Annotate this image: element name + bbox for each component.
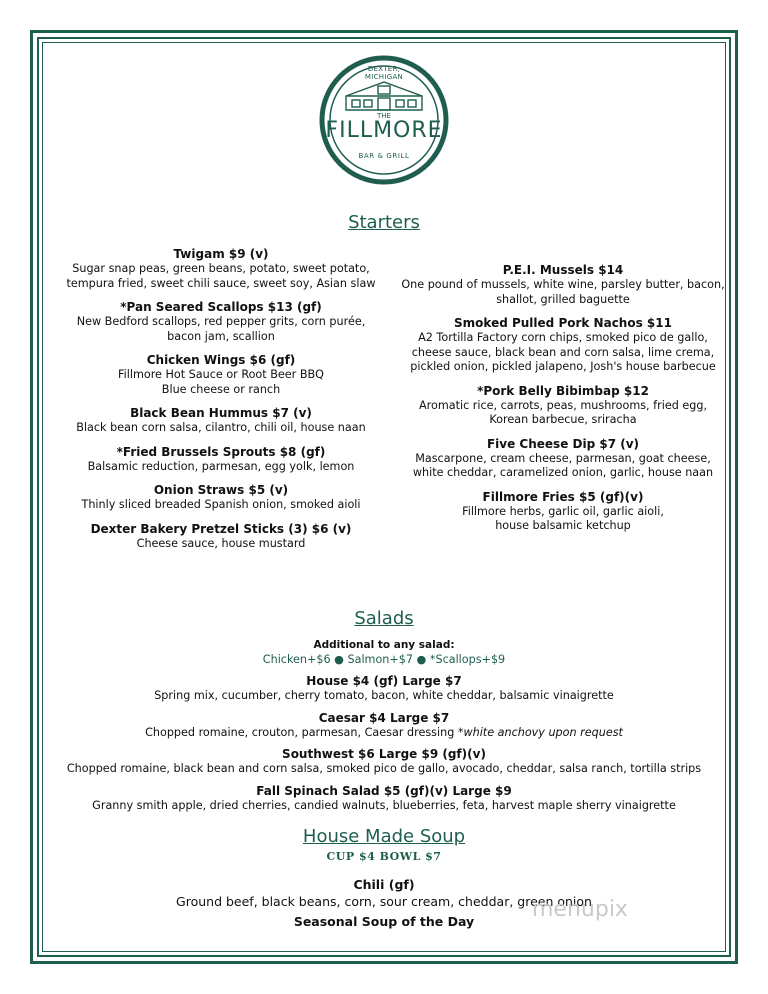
starters-left-column xyxy=(46,246,396,559)
item-title: P.E.I. Mussels $14 xyxy=(502,263,624,277)
item-title: Southwest $6 Large $9 (gf)(v) xyxy=(282,747,486,761)
item-title: Dexter Bakery Pretzel Sticks (3) $6 (v) xyxy=(90,521,352,536)
salads-heading: Salads xyxy=(354,608,414,629)
item-desc: Cheese sauce, house mustard xyxy=(136,536,306,550)
list-item xyxy=(46,746,722,777)
list-item xyxy=(46,521,396,552)
item-title: Smoked Pulled Pork Nachos $11 xyxy=(454,316,672,330)
logo-name: FILLMORE xyxy=(325,118,443,143)
list-item xyxy=(390,436,736,481)
item-title: Five Cheese Dip $7 (v) xyxy=(486,436,640,451)
item-desc: Fillmore herbs, garlic oil, garlic aioli, house balsamic ketchup xyxy=(462,504,664,532)
item-title: Chili (gf) xyxy=(353,877,415,892)
item-desc: Chopped romaine, black bean and corn salsa, smoked pico de gallo, avocado, cheddar, salsa ranch, tortilla strips xyxy=(66,762,702,775)
item-title: Caesar $4 Large $7 xyxy=(318,710,450,725)
starters-right-column xyxy=(390,262,736,542)
item-title: Twigam $9 (v) xyxy=(173,247,269,261)
item-desc: Balsamic reduction, parmesan, egg yolk, lemon xyxy=(87,459,355,473)
item-desc: Granny smith apple, dried cherries, candied walnuts, blueberries, feta, harvest maple sherry vinaigrette xyxy=(92,798,676,812)
fillmore-logo xyxy=(318,54,450,186)
list-item xyxy=(46,352,396,397)
item-desc: Spring mix, cucumber, cherry tomato, bacon, white cheddar, balsamic vinaigrette xyxy=(154,689,614,702)
item-desc-wrap xyxy=(46,726,722,741)
list-item xyxy=(46,299,396,344)
item-desc: Aromatic rice, carrots, peas, mushrooms, fried egg, Korean barbecue, sriracha xyxy=(419,398,707,426)
item-desc: Fillmore Hot Sauce or Root Beer BBQ Blue cheese or ranch xyxy=(118,368,324,396)
item-desc: One pound of mussels, white wine, parsley butter, bacon, shallot, grilled baguette xyxy=(401,278,725,306)
starters-heading: Starters xyxy=(348,212,420,233)
list-item xyxy=(46,444,396,475)
watermark: menupix xyxy=(532,897,628,922)
item-title: *Pork Belly Bibimbap $12 xyxy=(477,383,649,398)
salad-addons-options: Chicken+$6 ● Salmon+$7 ● *Scallops+$9 xyxy=(262,652,506,666)
item-desc: Sugar snap peas, green beans, potato, sweet potato, tempura fried, sweet chili sauce, sweet soy, Asian slaw xyxy=(66,262,376,290)
list-item xyxy=(46,405,396,436)
list-item xyxy=(390,489,736,534)
item-title: *Pan Seared Scallops $13 (gf) xyxy=(120,300,322,314)
item-title: Fillmore Fries $5 (gf)(v) xyxy=(482,489,644,504)
logo-the: THE xyxy=(377,112,391,120)
item-note: white anchovy upon request xyxy=(463,725,623,739)
item-desc: Black bean corn salsa, cilantro, chili oil, house naan xyxy=(76,421,366,434)
salad-addons-label: Additional to any salad: xyxy=(313,639,455,651)
list-item xyxy=(46,673,722,704)
list-item xyxy=(46,783,722,814)
item-title: Chicken Wings $6 (gf) xyxy=(146,353,296,367)
list-item xyxy=(46,482,396,513)
item-title: *Fried Brussels Sprouts $8 (gf) xyxy=(116,444,326,459)
item-desc: A2 Tortilla Factory corn chips, smoked pico de gallo, cheese sauce, black bean and corn salsa, lime crema, pickled onion, pickled jalapeno, Josh's house barbecue xyxy=(410,331,716,373)
item-title: Onion Straws $5 (v) xyxy=(153,483,289,497)
list-item xyxy=(390,315,736,375)
item-desc: Thinly sliced breaded Spanish onion, smoked aioli xyxy=(81,498,361,511)
list-item xyxy=(46,246,396,291)
item-desc: Ground beef, black beans, corn, sour cream, cheddar, green onion xyxy=(176,894,592,909)
soup-heading: House Made Soup xyxy=(302,826,466,847)
list-item xyxy=(390,383,736,428)
item-desc: Mascarpone, cream cheese, parmesan, goat cheese, white cheddar, caramelized onion, garlic, house naan xyxy=(412,451,714,479)
salads-section xyxy=(46,638,722,813)
item-title: House $4 (gf) Large $7 xyxy=(306,674,462,688)
item-title: Black Bean Hummus $7 (v) xyxy=(130,406,312,420)
item-desc: New Bedford scallops, red pepper grits, corn purée, bacon jam, scallion xyxy=(76,315,366,343)
list-item xyxy=(46,710,722,741)
list-item xyxy=(390,262,736,307)
item-desc: Chopped romaine, crouton, parmesan, Caesar dressing * xyxy=(145,725,464,739)
soup-prices: CUP $4 BOWL $7 xyxy=(326,850,442,863)
item-title: Fall Spinach Salad $5 (gf)(v) Large $9 xyxy=(256,783,512,798)
logo-sub: BAR & GRILL xyxy=(358,152,410,160)
item-title: Seasonal Soup of the Day xyxy=(293,914,475,929)
logo-top-arc: DEXTER, MICHIGAN xyxy=(364,65,404,81)
